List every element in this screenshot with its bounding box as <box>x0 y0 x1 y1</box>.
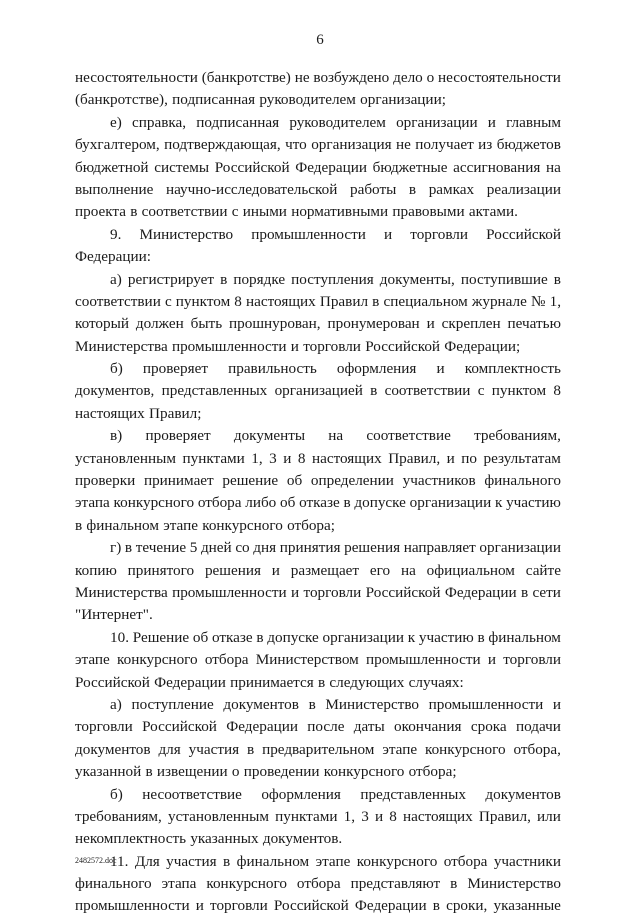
text-line: Федерации: <box>75 248 151 266</box>
text-line: (банкротстве), подписанная руководителем организации; <box>75 91 446 109</box>
text-line: Российской Федерации принимается в следующих случаях: <box>75 673 464 691</box>
text-line: 10. Решение об отказе в допуске организации к участию в финальном <box>110 628 561 646</box>
text-line: в) проверяет документы на соответствие требованиям, <box>110 427 561 445</box>
text-line: 11. Для участия в финальном этапе конкурсного отбора участники <box>110 852 561 870</box>
page-number: 6 <box>316 32 324 48</box>
text-line: соответствии с пунктом 8 настоящих Правил в специальном журнале № 1, <box>75 292 561 310</box>
text-line: а) регистрирует в порядке поступления документы, поступившие в <box>110 270 561 288</box>
text-line: промышленности и торговли Российской Федерации в сроки, указанные <box>75 897 561 915</box>
text-line: несостоятельности (банкротстве) не возбуждено дело о несостоятельности <box>75 69 561 86</box>
text-line: указанной в извещении о проведении конкурсного отбора; <box>75 763 457 781</box>
text-line: некомплектность указанных документов. <box>75 830 343 848</box>
text-line: торговли Российской Федерации после даты окончания срока подачи <box>75 718 561 736</box>
text-line: Министерства промышленности и торговли Российской Федерации в сети <box>75 583 561 601</box>
text-line: копию принятого решения и размещает его на официальном сайте <box>75 561 561 579</box>
text-line: 9. Министерство промышленности и торговли Российской <box>110 225 561 243</box>
text-line: документов, представленных организацией в соответствии с пунктом 8 <box>75 382 561 400</box>
text-line: б) несоответствие оформления представленных документов <box>110 785 561 803</box>
text-line: проверки принимает решение об определении участников финального <box>75 472 561 490</box>
text-line: настоящих Правил; <box>75 404 202 422</box>
text-line: финального этапа конкурсного отбора представляют в Министерство <box>75 875 561 893</box>
text-line: в финальном этапе конкурсного отбора; <box>75 516 335 534</box>
document-body <box>75 67 561 918</box>
text-line: бухгалтером, подтверждающая, что организация не получает из бюджетов <box>75 136 561 154</box>
text-line: б) проверяет правильность оформления и комплектность <box>110 360 561 378</box>
footer-filename: 2482572.doc <box>75 856 117 865</box>
text-line: а) поступление документов в Министерство промышленности и <box>110 695 561 713</box>
text-line: проекта в соответствии с иными нормативными правовыми актами. <box>75 203 518 221</box>
text-line: бюджетной системы Российской Федерации бюджетные ассигнования на <box>75 158 561 176</box>
text-line: Министерства промышленности и торговли Российской Федерации; <box>75 337 521 355</box>
text-line: который должен быть прошнурован, пронумерован и скреплен печатью <box>75 315 561 333</box>
text-line: этапе конкурсного отбора Министерством промышленности и торговли <box>75 651 561 669</box>
text-line: г) в течение 5 дней со дня принятия решения направляет организации <box>110 539 561 557</box>
text-line: е) справка, подписанная руководителем организации и главным <box>110 113 561 131</box>
text-line: требованиям, установленным пунктами 1, 3 и 8 настоящих Правил, или <box>75 807 561 825</box>
text-line: этапа конкурсного отбора либо об отказе в допуске организации к участию <box>75 494 561 512</box>
text-line: "Интернет". <box>75 606 153 624</box>
text-line: документов для участия в предварительном этапе конкурсного отбора, <box>75 740 561 758</box>
text-line: установленным пунктами 1, 3 и 8 настоящих Правил, и по результатам <box>75 449 561 467</box>
text-line: выполнение научно-исследовательской работы в рамках реализации <box>75 180 561 198</box>
